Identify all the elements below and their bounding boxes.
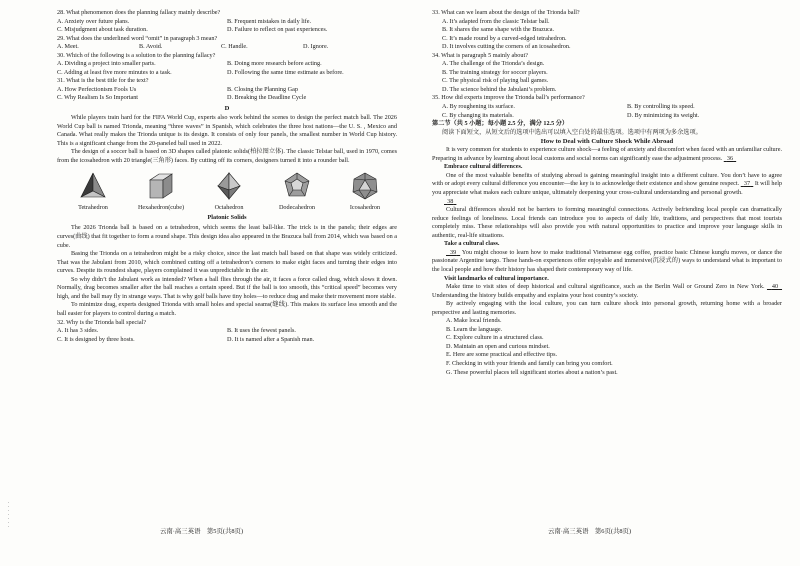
dodecahedron-figure <box>267 171 327 213</box>
passage-d-paragraph-4: Basing the Trionda on a tetrahedron might be a risky choice, since the last match ball based on that shape was widely criticized. That was the Jabulani from 2010, which combined cutting off a tetrahedron’s corners to make eight faces and turning their edges into curves. Despite its roundest shape, players complained it was unpredictable in the air. <box>57 250 397 275</box>
tetrahedron-icon <box>78 171 108 201</box>
q32-option-c: C. It is designed by three hosts. <box>57 335 135 343</box>
q34-option-c: C. The physical risk of playing ball games. <box>442 77 549 85</box>
q31-options <box>57 86 397 103</box>
blank-38 <box>444 198 456 205</box>
q30-option-d: D. Following the same time estimate as before. <box>227 68 344 76</box>
question-34: 34. What is paragraph 5 mainly about? <box>432 51 528 59</box>
octahedron-icon <box>214 171 244 201</box>
blank-37-number: 37 <box>743 180 751 188</box>
q29-options <box>57 43 397 52</box>
choice-f: F. Checking in with your friends and family can bring you comfort. <box>446 359 613 367</box>
choice-g: G. These powerful places tell significant stories about a nation’s past. <box>446 368 618 376</box>
q30-options <box>57 60 397 77</box>
q33-option-c: C. It’s made round by a curved-edged tetrahedron. <box>442 34 567 42</box>
q29-option-c: C. Handle. <box>221 43 248 51</box>
q31-option-b: B. Closing the Planning Gap <box>227 85 298 93</box>
q30-option-b: B. Doing more research before acting. <box>227 60 322 68</box>
q34-option-b: B. The training strategy for soccer players. <box>442 68 548 76</box>
cube-icon <box>146 171 176 201</box>
binding-margin-mark <box>8 502 9 528</box>
q31-option-c: C. Why Realism Is So Important <box>57 94 139 102</box>
q34-option-a: A. The challenge of the Trionda’s design. <box>442 60 545 68</box>
q32-option-b: B. It uses the fewest panels. <box>227 327 296 335</box>
blank-39 <box>446 249 460 256</box>
q29-option-a: A. Meet. <box>57 43 79 51</box>
heading-visit-landmarks: Visit landmarks of cultural importance. <box>444 274 549 282</box>
page-footer-right: 云南·高三英语 第6页(共8页) <box>548 528 632 535</box>
passage-d-paragraph-5: So why didn’t the Jabulani work as intended? When a ball flies through the air, it faces a force called drag, which slows it down. Normally, drag becomes smaller after the ball reaches a certain speed. But if the ball is too smooth, this “critical speed” becomes very high, and the ball may fly in strange ways. That is why golf balls have tiny holes—to reduce drag and make their movement more stable. <box>57 275 397 300</box>
q28-option-b: B. Frequent mistakes in daily life. <box>227 17 312 25</box>
passage-paragraph-3: Cultural differences should not be barriers to forming meaningful connections. Actively befriending local people can dramatically reduce feelings of loneliness. Local friends can introduce you to aspects of daily life, traditions, and perspectives that most tourists completely miss. These relationships will also provide you with natural opportunities to practice and improve your language skills in authentic, real-life situations. <box>432 206 782 239</box>
blank-40-number: 40 <box>771 283 779 291</box>
q29-option-b: B. Avoid. <box>139 43 163 51</box>
blank-36 <box>724 155 736 162</box>
question-33: 33. What can we learn about the design of the Trionda ball? <box>432 9 580 16</box>
question-30: 30. Which of the following is a solution to the planning fallacy? <box>57 51 216 59</box>
passage-paragraph-6: By actively engaging with the local culture, you can turn culture shock into personal growth, returning home with a broader perspective and lasting memories. <box>432 300 782 316</box>
q32-options <box>57 327 397 344</box>
paragraph-1-text: It is very common for students to experience culture shock—a feeling of anxiety and discomfort when faced with an unfamiliar culture. Preparing in advance by learning about local customs and social norms can significantly ease the adjustment process. <box>432 146 782 162</box>
blank-38-line <box>444 198 782 207</box>
q35-option-a: A. By roughening its surface. <box>442 103 515 111</box>
q33-option-a: A. It’s adapted from the classic Telstar ball. <box>442 17 550 25</box>
q28-option-d: D. Failure to reflect on past experiences. <box>227 26 328 34</box>
passage-paragraph-5 <box>432 283 782 300</box>
question-29: 29. What does the underlined word “omit” in paragraph 3 mean? <box>57 34 218 42</box>
q29-option-d: D. Ignore. <box>303 43 329 51</box>
question-32: 32. Why is the Trionda ball special? <box>57 318 147 326</box>
icosahedron-icon <box>350 171 380 201</box>
heading-embrace-differences: Embrace cultural differences. <box>444 163 523 171</box>
passage-title: How to Deal with Culture Shock While Abroad <box>540 138 674 146</box>
section-2-instruction: 阅读下面短文，从短文后的选项中选出可以填入空白处的最佳选项。选项中有两项为多余选项。 <box>442 128 702 136</box>
page-footer-left: 云南·高三英语 第5页(共8页) <box>160 528 244 535</box>
q32-option-a: A. It has 3 sides. <box>57 327 99 335</box>
q35-option-c: C. By changing its materials. <box>442 111 514 119</box>
left-column <box>57 9 397 344</box>
hexahedron-figure <box>131 171 191 213</box>
section-d-heading: D <box>224 105 230 113</box>
answer-choices <box>432 317 782 377</box>
platonic-solids-figure <box>63 171 395 213</box>
paragraph-5b-text: Understanding the history builds empathy and explains your host country’s society. <box>432 291 638 299</box>
q30-option-c: C. Adding at least five more minutes to a task. <box>57 68 172 76</box>
question-28: 28. What phenomenon does the planning fallacy mainly describe? <box>57 9 221 16</box>
blank-39-number: 39 <box>449 248 457 256</box>
section-2-heading: 第二节（共 5 小题；每小题 2.5 分，满分 12.5 分） <box>432 120 569 128</box>
paragraph-4-text: You might choose to learn how to make traditional Vietnamese egg coffee, practice basic Chinese kungfu moves, or dance the passionate Argentine tango. These hands-on experiences offer enjoyable and immersive(沉浸式的) ways to understand what is important to the local people and how their history has shaped their contemporary way of life. <box>432 248 782 273</box>
q28-options <box>57 18 397 35</box>
passage-paragraph-4 <box>432 249 782 275</box>
passage-paragraph-1 <box>432 146 782 163</box>
dodecahedron-label: Dodecahedron <box>278 204 316 212</box>
q35-option-b: B. By controlling its speed. <box>627 103 695 111</box>
blank-38-number: 38 <box>447 197 454 205</box>
blank-40 <box>767 283 782 290</box>
q33-option-d: D. It involves cutting the corners of an icosahedron. <box>442 43 571 51</box>
q32-option-d: D. It is named after a Spanish man. <box>227 335 315 343</box>
icosahedron-label: Icosahedron <box>349 204 381 212</box>
hexahedron-label: Hexahedron(cube) <box>137 204 185 212</box>
heading-cultural-class: Take a cultural class. <box>444 240 500 248</box>
q35-option-d: D. By minimizing its weight. <box>627 111 700 119</box>
paragraph-5a-text: Make time to visit sites of deep historical and cultural significance, such as the Berlin Wall or Ground Zero in New York. <box>446 283 765 291</box>
passage-d-paragraph-6: To minimize drag, experts designed Trionda with small holes and special seams(缝线). This makes its surface less smooth and the ball easier for players to control during a match. <box>57 301 397 317</box>
q33-option-b: B. It shares the same shape with the Brazuca. <box>442 26 555 34</box>
tetrahedron-label: Tetrahedron <box>78 204 108 212</box>
question-31: 31. What is the best title for the text? <box>57 77 149 85</box>
blank-37 <box>741 180 754 187</box>
right-column <box>432 9 782 377</box>
question-35: 35. How did experts improve the Trionda ball’s performance? <box>432 94 585 102</box>
icosahedron-figure <box>335 171 395 213</box>
q28-option-a: A. Anxiety over future plans. <box>57 17 130 25</box>
passage-d-paragraph-3: The 2026 Trionda ball is based on a tetrahedron, which seems the least ball-like. The trick is in the panels; their edges are curves(曲线) that fit together to form a round shape. This design idea also appeared in the Brazuca ball from 2014, which was based on a cube. <box>57 224 397 249</box>
dodecahedron-icon <box>282 171 312 201</box>
paragraph-2a-text: One of the most valuable benefits of studying abroad is gaining meaningful insight into a different culture. You don’t have to agree with or adopt every cultural difference you encounter—the key is to acknowledge their existence and show genuine respect. <box>432 171 782 188</box>
choice-b: B. Learn the language. <box>446 325 503 333</box>
q34-option-d: D. The science behind the Jabulani’s problem. <box>442 85 557 93</box>
passage-paragraph-2 <box>432 172 782 198</box>
octahedron-figure <box>199 171 259 213</box>
choice-e: E. Here are some practical and effective tips. <box>446 351 558 359</box>
q35-options <box>442 103 782 120</box>
q28-option-c: C. Misjudgment about task duration. <box>57 26 148 34</box>
passage-d-paragraph-2: The design of a soccer ball is based on 3D shapes called platonic solids(柏拉图立体). The classic Telstar ball, used in 1970, comes from the icosahedron with 20 triangle(三角形) faces. By cutting off its corners, designers turned it into a rounder ball. <box>57 148 397 164</box>
q30-option-a: A. Dividing a project into smaller parts. <box>57 60 156 68</box>
passage-d-paragraph-1: While players train hard for the FIFA World Cup, experts also work behind the scenes to design the perfect match ball. The 2026 World Cup ball is named Trionda, meaning “three waves” in Spanish, which celebrates the three host nations—the U. S. , Mexico and Canada. What really makes the Trionda unique is its design. It consists of only four panels, the smallest number in World Cup history. This is a significant change from the 20-paneled ball used in 2022. <box>57 114 397 147</box>
q31-option-d: D. Breaking the Deadline Cycle <box>227 94 307 102</box>
paragraph-2b-text: It will help you appreciate what makes each culture unique, ultimately deepening your cross-cultural understanding and personal growth. <box>432 180 783 197</box>
choice-a: A. Make local friends. <box>446 317 502 325</box>
octahedron-label: Octahedron <box>214 204 244 212</box>
tetrahedron-figure <box>63 171 123 213</box>
figure-caption: Platonic Solids <box>207 213 247 221</box>
blank-36-number: 36 <box>726 154 734 162</box>
q31-option-a: A. How Perfectionism Fools Us <box>57 85 137 93</box>
choice-d: D. Maintain an open and curious mindset. <box>446 342 550 350</box>
choice-c: C. Explore culture in a structured class. <box>446 334 544 342</box>
